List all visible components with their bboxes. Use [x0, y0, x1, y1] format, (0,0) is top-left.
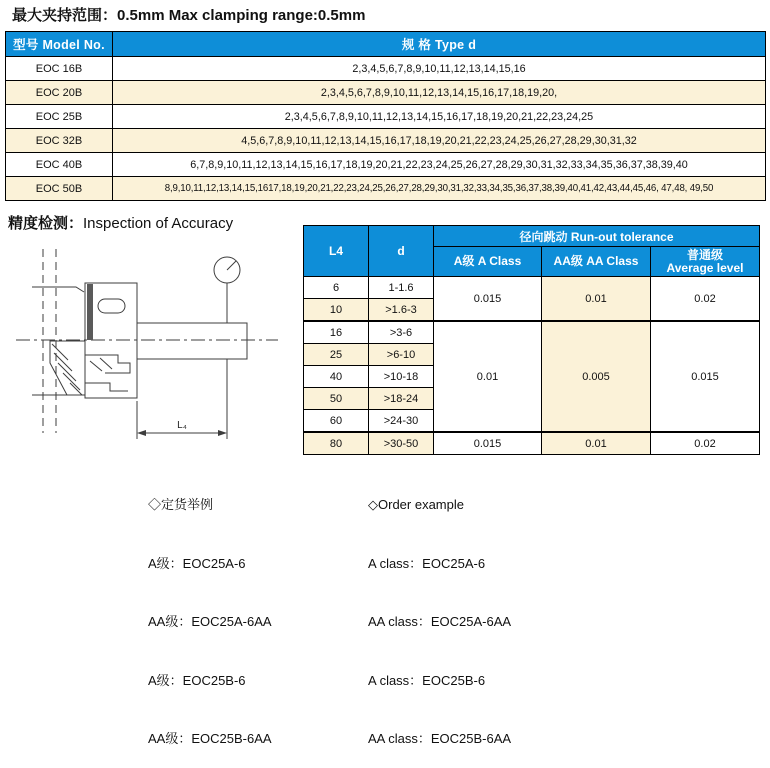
l4-cell: 6	[304, 277, 369, 299]
order-example-zh	[148, 456, 272, 768]
table-row	[6, 177, 766, 201]
model-cell: EOC 20B	[6, 81, 113, 105]
order-example-line: A class：EOC25B-6	[368, 672, 486, 688]
a-class-header: A级 A Class	[434, 247, 542, 277]
order-example-line: AA级：EOC25A-6AA	[148, 614, 272, 629]
table-row	[304, 277, 760, 299]
aa-class-header: AA级 AA Class	[542, 247, 651, 277]
clamp-nut-outline	[50, 341, 85, 395]
l4-header: L4	[304, 226, 369, 277]
d-cell: 1-1.6	[369, 277, 434, 299]
tolerance-aa-cell: 0.01	[542, 432, 651, 455]
hatch-line	[100, 358, 112, 369]
tolerance-a-cell: 0.01	[434, 321, 542, 432]
order-example-line: AA class：EOC25B-6AA	[368, 731, 512, 746]
dimension-arrow-left	[137, 430, 146, 436]
hatch-line	[90, 361, 102, 371]
order-example-title: ◇定货举例	[148, 497, 214, 512]
runout-header: 径向跳动 Run-out tolerance	[434, 226, 760, 247]
collet-tip-steps	[85, 383, 128, 391]
l4-cell: 16	[304, 321, 369, 344]
collet-slot	[98, 299, 125, 313]
d-cell: >30-50	[369, 432, 434, 455]
table-row	[6, 129, 766, 153]
section-title-accuracy	[8, 212, 233, 233]
d-cell: >6-10	[369, 344, 434, 366]
average-level-zh: 普通级	[687, 247, 724, 262]
model-cell: EOC 32B	[6, 129, 113, 153]
d-cell: >18-24	[369, 388, 434, 410]
d-cell: >10-18	[369, 366, 434, 388]
order-example-line: AA级：EOC25B-6AA	[148, 731, 272, 746]
table-row	[6, 57, 766, 81]
table-row	[304, 432, 760, 455]
model-cell: EOC 16B	[6, 57, 113, 81]
clamping-range-table	[5, 31, 766, 201]
l4-cell: 40	[304, 366, 369, 388]
model-cell: EOC 25B	[6, 105, 113, 129]
type-d-header: 规 格 Type d	[113, 32, 766, 57]
dial-needle	[227, 261, 236, 270]
l4-cell: 10	[304, 299, 369, 322]
l4-cell: 80	[304, 432, 369, 455]
l4-cell: 25	[304, 344, 369, 366]
page-title-zh: 最大夹持范围：	[12, 7, 118, 24]
table-row	[6, 105, 766, 129]
order-example-line: A级：EOC25B-6	[148, 672, 246, 688]
model-cell: EOC 50B	[6, 177, 113, 201]
tolerance-avg-cell: 0.015	[651, 321, 760, 432]
spec-cell: 2,3,4,5,6,7,8,9,10,11,12,13,14,15,16	[113, 57, 766, 81]
collet-tip-steps	[85, 355, 130, 373]
spec-cell: 4,5,6,7,8,9,10,11,12,13,14,15,16,17,18,19,20,21,22,23,24,25,26,27,28,29,30,31,32	[113, 129, 766, 153]
l4-cell: 50	[304, 388, 369, 410]
d-cell: >24-30	[369, 410, 434, 433]
table-header-row	[6, 32, 766, 57]
collet-shank-band	[87, 284, 93, 340]
order-example-line: AA class：EOC25A-6AA	[368, 614, 512, 629]
average-level-en: Average level	[666, 260, 744, 275]
model-cell: EOC 40B	[6, 153, 113, 177]
inspection-diagram	[10, 243, 302, 461]
d-header: d	[369, 226, 434, 277]
tolerance-a-cell: 0.015	[434, 432, 542, 455]
page-title	[12, 4, 365, 25]
spec-cell: 8,9,10,11,12,13,14,15,1617,18,19,20,21,22,23,24,25,26,27,28,29,30,31,32,33,34,35,36,37,38,39,40,41,42,43,44,45,46, 47,48, 49,50	[113, 177, 766, 201]
order-example-title: ◇Order example	[368, 497, 464, 512]
tolerance-a-cell: 0.015	[434, 277, 542, 322]
section-title-zh: 精度检测：	[8, 215, 84, 232]
tolerance-avg-cell: 0.02	[651, 277, 760, 322]
page-title-en: 0.5mm Max clamping range:0.5mm	[117, 7, 366, 24]
section-title-en: Inspection of Accuracy	[83, 215, 234, 232]
order-example-en	[368, 456, 511, 768]
l4-cell: 60	[304, 410, 369, 433]
model-no-header: 型号 Model No.	[6, 32, 113, 57]
spec-cell: 6,7,8,9,10,11,12,13,14,15,16,17,18,19,20,21,22,23,24,25,26,27,28,29,30,31,32,33,34,35,36,37,38,39,40	[113, 153, 766, 177]
tolerance-aa-cell: 0.005	[542, 321, 651, 432]
spindle-top-edge	[32, 287, 84, 292]
test-bar	[137, 323, 247, 359]
d-cell: >1.6-3	[369, 299, 434, 322]
table-row	[304, 321, 760, 344]
tolerance-avg-cell: 0.02	[651, 432, 760, 455]
dimension-arrow-right	[218, 430, 227, 436]
table-header-row	[304, 226, 760, 247]
spec-cell: 2,3,4,5,6,7,8,9,10,11,12,13,14,15,16,17,18,19,20,21,22,23,24,25	[113, 105, 766, 129]
tolerance-aa-cell: 0.01	[542, 277, 651, 322]
runout-tolerance-table	[303, 225, 760, 455]
hatch-line	[63, 373, 80, 390]
hatch-line	[52, 344, 68, 360]
average-level-header	[651, 247, 760, 277]
spec-cell: 2,3,4,5,6,7,8,9,10,11,12,13,14,15,16,17,18,19,20,	[113, 81, 766, 105]
table-row	[6, 153, 766, 177]
table-row	[6, 81, 766, 105]
order-example-line: A级：EOC25A-6	[148, 555, 246, 571]
order-example-line: A class：EOC25A-6	[368, 555, 486, 571]
hatch-line	[70, 383, 82, 395]
dimension-label: L₄	[177, 420, 187, 431]
d-cell: >3-6	[369, 321, 434, 344]
